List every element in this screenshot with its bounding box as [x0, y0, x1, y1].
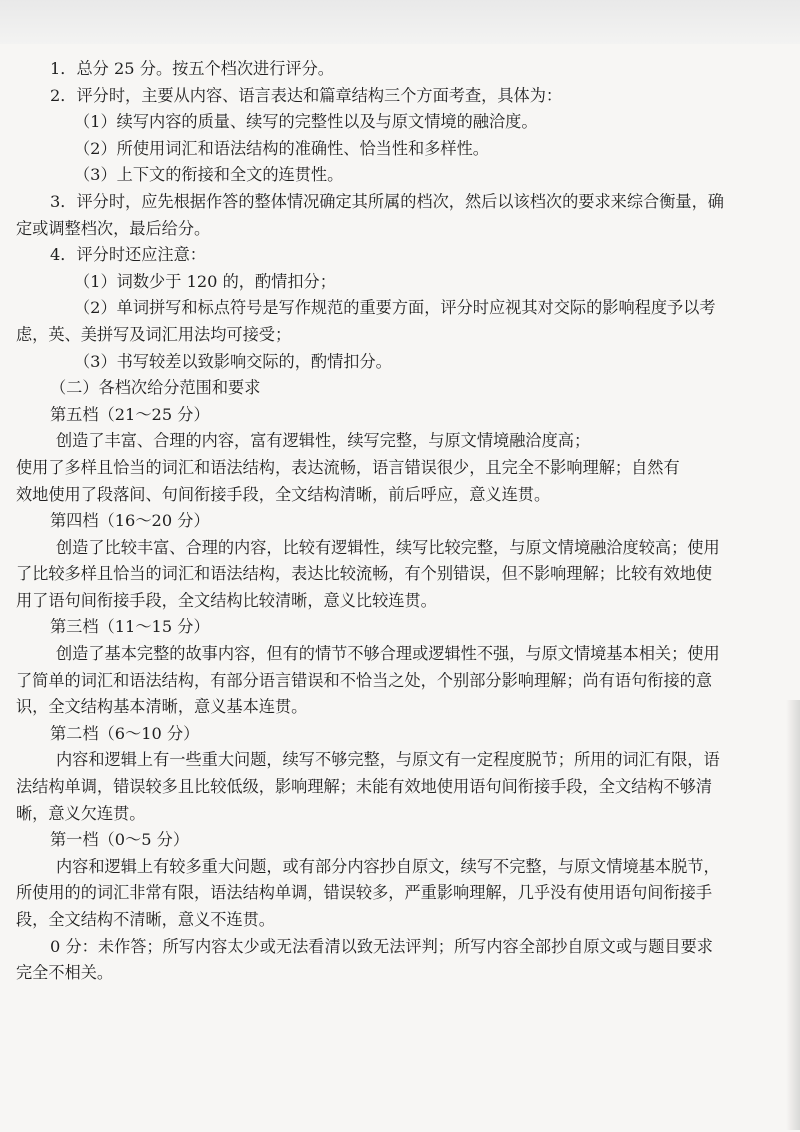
text-line: 3．评分时，应先根据作答的整体情况确定其所属的档次，然后以该档次的要求来综合衡量，确 — [50, 191, 724, 211]
text-line: 虑，英、美拼写及词汇用法均可接受； — [16, 324, 292, 344]
page-edge-shadow — [786, 700, 800, 1130]
text-line: （3）上下文的衔接和全文的连贯性。 — [74, 165, 344, 185]
level-heading: 第二档（6～10 分） — [50, 723, 200, 743]
text-line: 用了语句间衔接手段，全文结构比较清晰，意义比较连贯。 — [16, 590, 437, 610]
text-line: 0 分：未作答；所写内容太少或无法看清以致无法评判；所写内容全部抄自原文或与题目要求 — [50, 936, 713, 956]
level-heading: 第四档（16～20 分） — [50, 511, 210, 531]
page-top-edge — [0, 0, 800, 44]
text-line: 段，全文结构不清晰，意义不连贯。 — [16, 910, 275, 929]
text-line: 内容和逻辑上有较多重大问题，或有部分内容抄自原文，续写不完整，与原文情境基本脱节， — [56, 856, 720, 876]
text-line: （2）所使用词汇和语法结构的准确性、恰当性和多样性。 — [74, 138, 489, 158]
text-line: 了比较多样且恰当的词汇和语法结构，表达比较流畅，有个别错误，但不影响理解；比较有效地使 — [16, 564, 713, 584]
text-line: 晰，意义欠连贯。 — [16, 803, 146, 823]
text-line: 1．总分 25 分。按五个档次进行评分。 — [50, 59, 334, 78]
text-line: （1）词数少于 120 的，酌情扣分； — [74, 271, 336, 291]
text-line: 法结构单调，错误较多且比较低级，影响理解；未能有效地使用语句间衔接手段，全文结构不够清 — [16, 777, 713, 797]
text-line: 使用了多样且恰当的词汇和语法结构，表达流畅，语言错误很少，且完全不影响理解；自然有 — [16, 457, 680, 477]
text-line: （3）书写较差以致影响交际的，酌情扣分。 — [74, 351, 392, 371]
text-line: （2）单词拼写和标点符号是写作规范的重要方面，评分时应视其对交际的影响程度予以考 — [74, 298, 716, 318]
text-line: 内容和逻辑上有一些重大问题，续写不够完整，与原文有一定程度脱节；所用的词汇有限，语 — [56, 750, 720, 770]
text-line: 识，全文结构基本清晰，意义基本连贯。 — [16, 697, 308, 717]
text-line: 创造了比较丰富、合理的内容，比较有逻辑性，续写比较完整，与原文情境融洽度较高；使用 — [56, 537, 720, 557]
text-line: 4．评分时还应注意： — [50, 245, 206, 265]
text-line: 创造了基本完整的故事内容，但有的情节不够合理或逻辑性不强，与原文情境基本相关；使用 — [56, 644, 720, 664]
level-heading: 第三档（11～15 分） — [50, 617, 210, 637]
text-line: 了简单的词汇和语法结构，有部分语言错误和不恰当之处，个别部分影响理解；尚有语句衔接的意 — [16, 670, 713, 690]
scoring-rubric-document — [16, 56, 786, 987]
level-heading: 第五档（21～25 分） — [50, 404, 210, 424]
text-line: 定或调整档次，最后给分。 — [16, 218, 211, 238]
text-line: 创造了丰富、合理的内容，富有逻辑性，续写完整，与原文情境融洽度高； — [56, 431, 591, 451]
text-line: 所使用的的词汇非常有限，语法结构单调，错误较多，严重影响理解，几乎没有使用语句间衔接手 — [16, 883, 713, 903]
text-line: （1）续写内容的质量、续写的完整性以及与原文情境的融洽度。 — [74, 112, 538, 132]
text-line: 完全不相关。 — [16, 963, 114, 983]
text-line: 2．评分时，主要从内容、语言表达和篇章结构三个方面考查，具体为： — [50, 85, 563, 105]
level-heading: 第一档（0～5 分） — [50, 830, 190, 850]
section-heading: （二）各档次给分范围和要求 — [50, 378, 261, 398]
text-line: 效地使用了段落间、句间衔接手段，全文结构清晰，前后呼应，意义连贯。 — [16, 484, 551, 504]
